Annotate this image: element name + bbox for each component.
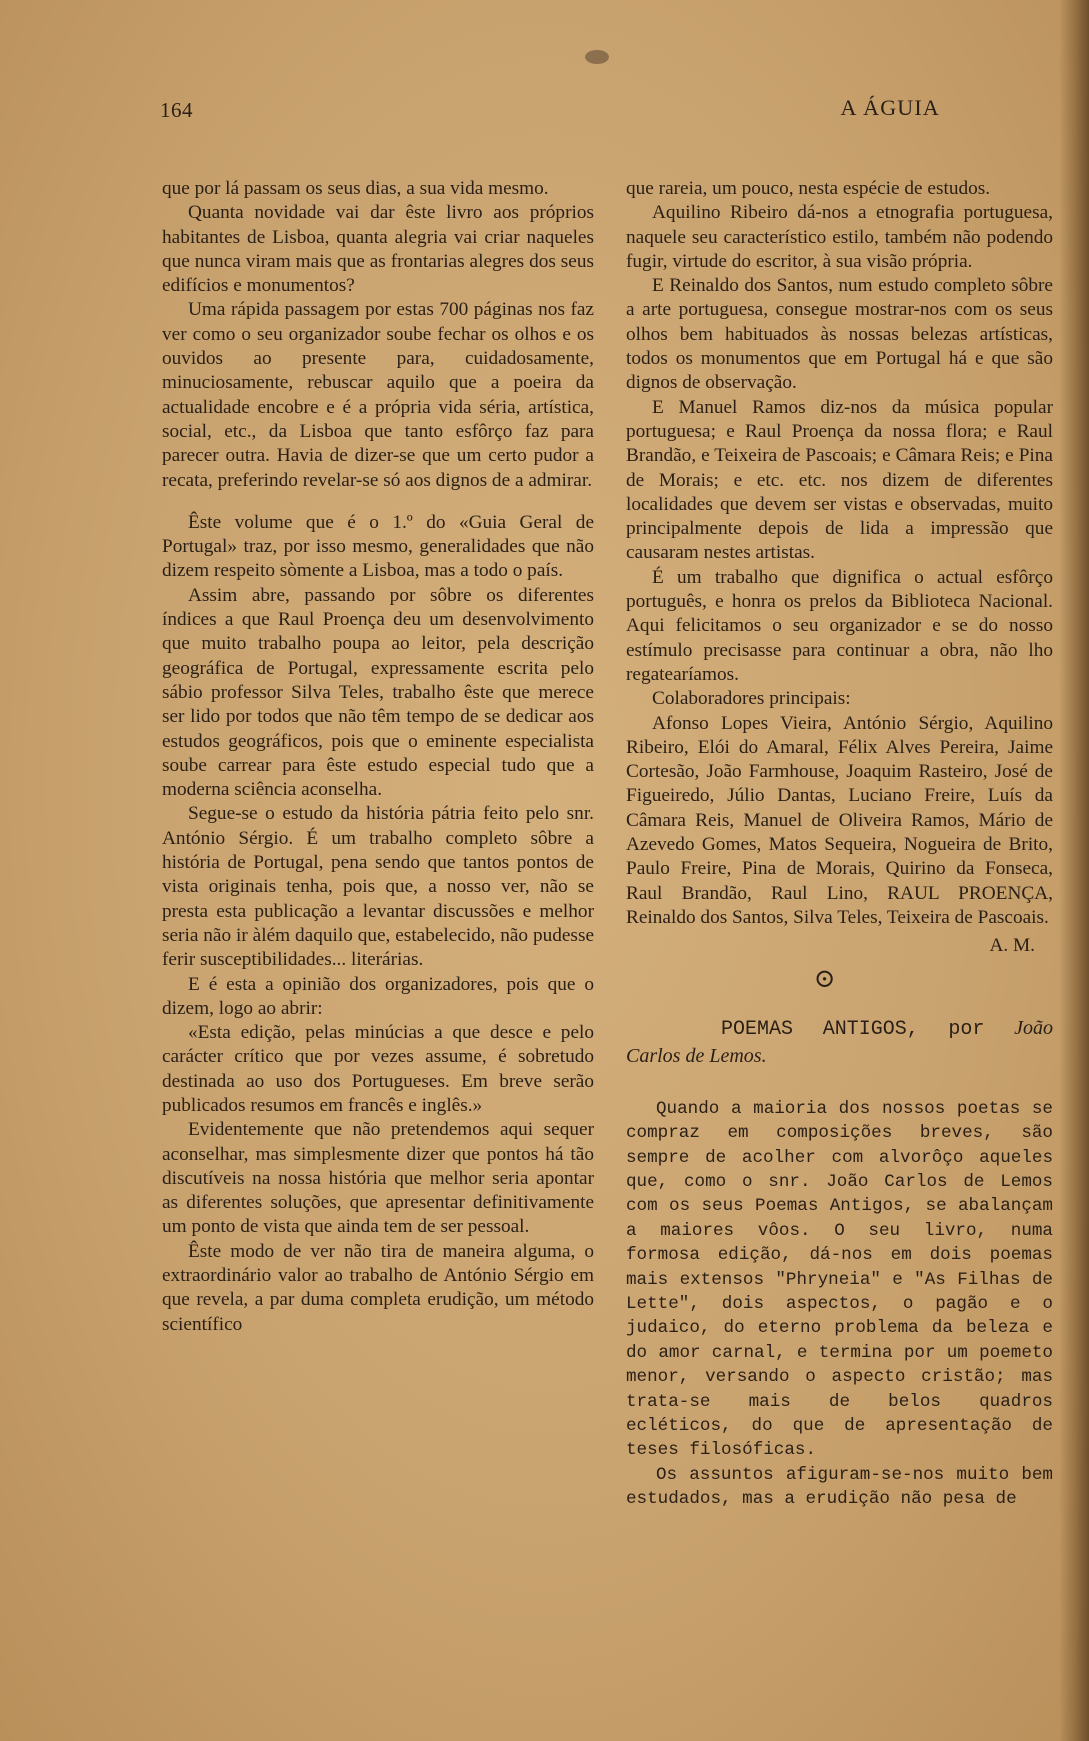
paragraph: Assim abre, passando por sôbre os diferentes índices a que Raul Proença deu um desenvolvimento que muito trabalho poupa ao leitor, pela descrição geográfica de Portugal, expressamente escrita pelo sábio professor Silva Teles, trabalho êste que merece ser lido por todos que não têm tempo de se dedicar aos estudos geográficos, pois que o eminente especialista soube carrear para êste estudo especial tudo que a moderna sciência aconselha. bbox=[162, 584, 594, 801]
paragraph: E Manuel Ramos diz-nos da música popular portuguesa; e Raul Proença da nossa flora; e Raul Brandão, e Teixeira de Pascoais; e Câmara Reis; e Pina de Morais; e etc. etc. nos dizem de diferentes localidades que devem ser vistas e observadas, muito principalmente depois de lida a impressão que causaram nestes artistas. bbox=[626, 396, 1053, 564]
paragraph: Aquilino Ribeiro dá-nos a etnografia portuguesa, naquele seu característico estilo, também não podendo fugir, virtude do escritor, à sua visão própria. bbox=[626, 202, 1053, 272]
page-number: 164 bbox=[160, 98, 193, 122]
paragraph: Êste modo de ver não tira de maneira alguma, o extraordinário valor ao trabalho de António Sérgio em que revela, a par duma completa erudição, um método scientífico bbox=[162, 1240, 594, 1335]
paragraph: que rareia, um pouco, nesta espécie de estudos. bbox=[626, 178, 991, 199]
contributors-list: Afonso Lopes Vieira, António Sérgio, Aquilino Ribeiro, Elói do Amaral, Félix Alves Pereira, Jaime Cortesão, João Farmhouse, Joaquim Rasteiro, José de Figueiredo, Júlio Dantas, Luciano Freire, Luís da Câmara Reis, Manuel de Oliveira Ramos, Mário de Azevedo Gomes, Matos Sequeira, Nogueira de Brito, Paulo Freire, Pina de Morais, Quirino da Fonseca, Raul Brandão, Raul Lino, RAUL PROENÇA, Reinaldo dos Santos, Silva Teles, Teixeira de Pascoais. bbox=[626, 712, 1053, 928]
paragraph: Êste volume que é o 1.º do «Guia Geral de Portugal» traz, por isso mesmo, generalidades que não dizem respeito sòmente a Lisboa, mas a todo o país. bbox=[162, 511, 594, 582]
review-title: POEMAS ANTIGOS, por bbox=[721, 1017, 985, 1041]
right-column bbox=[626, 177, 1053, 1512]
ink-blot bbox=[585, 50, 609, 64]
signature: A. M. bbox=[989, 935, 1035, 957]
quotation: «Esta edição, pelas minúcias a que desce e pelo carácter crítico que por vezes assume, é sobretudo destinada ao uso dos Portugueses. Em breve serão publicados resumos em francês e inglês.» bbox=[162, 1022, 594, 1116]
review-body bbox=[626, 1097, 1053, 1512]
running-title: A ÁGUIA bbox=[840, 95, 940, 120]
section-gap bbox=[162, 493, 594, 511]
contributors-heading: Colaboradores principais: bbox=[652, 688, 851, 710]
page-edge-shadow bbox=[1059, 0, 1089, 1741]
paragraph: Quanta novidade vai dar êste livro aos próprios habitantes de Lisboa, quanta alegria vai criar naqueles que nunca viram mais que as frontarias alegres dos seus edifícios e monumentos? bbox=[162, 202, 594, 297]
paragraph: Uma rápida passagem por estas 700 páginas nos faz ver como o seu organizador soube fechar os olhos e os ouvidos ao presente para, cuidadosamente, minuciosamente, rebuscar aquilo que a poeira da actualidade encobre e é a própria vida séria, artística, social, etc., da Lisboa que tanto esfôrço faz para parecer outra. Havia de dizer-se que um certo pudor a recata, preferindo revelar-se só aos dignos de a admirar. bbox=[162, 299, 594, 491]
paragraph: E é esta a opinião dos organizadores, pois que o dizem, logo ao abrir: bbox=[162, 973, 594, 1019]
paragraph: Segue-se o estudo da história pátria feito pelo snr. António Sérgio. É um trabalho completo sôbre a história de Portugal, pena sendo que tantos pontos de vista originais tenha, pois que, a nosso ver, não se presta esta publicação a levantar discussões e melhor seria não ir àlém daquilo que, estabelecido, não pudesse ferir susceptibilidades... literárias. bbox=[162, 803, 594, 971]
paragraph: Evidentemente que não pretendemos aqui sequer aconselhar, mas simplesmente dizer que pontos há tão discutíveis na nossa história que melhor seria apontar as diferentes soluções, que apresentar definitivamente um ponto de vista que ainda tem de ser pessoal. bbox=[162, 1119, 594, 1238]
paragraph: E Reinaldo dos Santos, num estudo completo sôbre a arte portuguesa, consegue mostrar-nos com os seus olhos bem habituados às nossas belezas artísticas, todos os monumentos que em Portugal há e que são dignos de observação. bbox=[626, 275, 1053, 394]
paragraph: Quando a maioria dos nossos poetas se compraz em composições breves, são sempre de acolher com alvorôço aqueles que, como o snr. João Carlos de Lemos com os seus Poemas Antigos, se abalançam a maiores vôos. O seu livro, numa formosa edição, dá-nos em dois poemas mais extensos "Phryneia" e "As Filhas de Lette", dois aspectos, o pagão e o judaico, do eterno problema da beleza e do amor carnal, e termina por um poemeto menor, versando o aspecto cristão; mas trata-se mais de belos quadros ecléticos, do que de apresentação de teses filosóficas. bbox=[626, 1098, 1053, 1461]
paragraph: É um trabalho que dignifica o actual esfôrço português, e honra os prelos da Biblioteca Nacional. Aqui felicitamos o seu organizador e se do nosso estímulo precisasse para continuar a obra, não lho regatearíamos. bbox=[626, 566, 1053, 685]
review-heading bbox=[626, 1015, 1053, 1071]
ornament-icon: ⊙ bbox=[813, 963, 836, 993]
paragraph: que por lá passam os seus dias, a sua vida mesmo. bbox=[162, 178, 549, 199]
review-author: João Carlos de Lemos. bbox=[626, 1016, 1053, 1067]
left-column bbox=[162, 177, 594, 1337]
paragraph: Os assuntos afiguram-se-nos muito bem estudados, mas a erudição não pesa de bbox=[626, 1464, 1053, 1510]
